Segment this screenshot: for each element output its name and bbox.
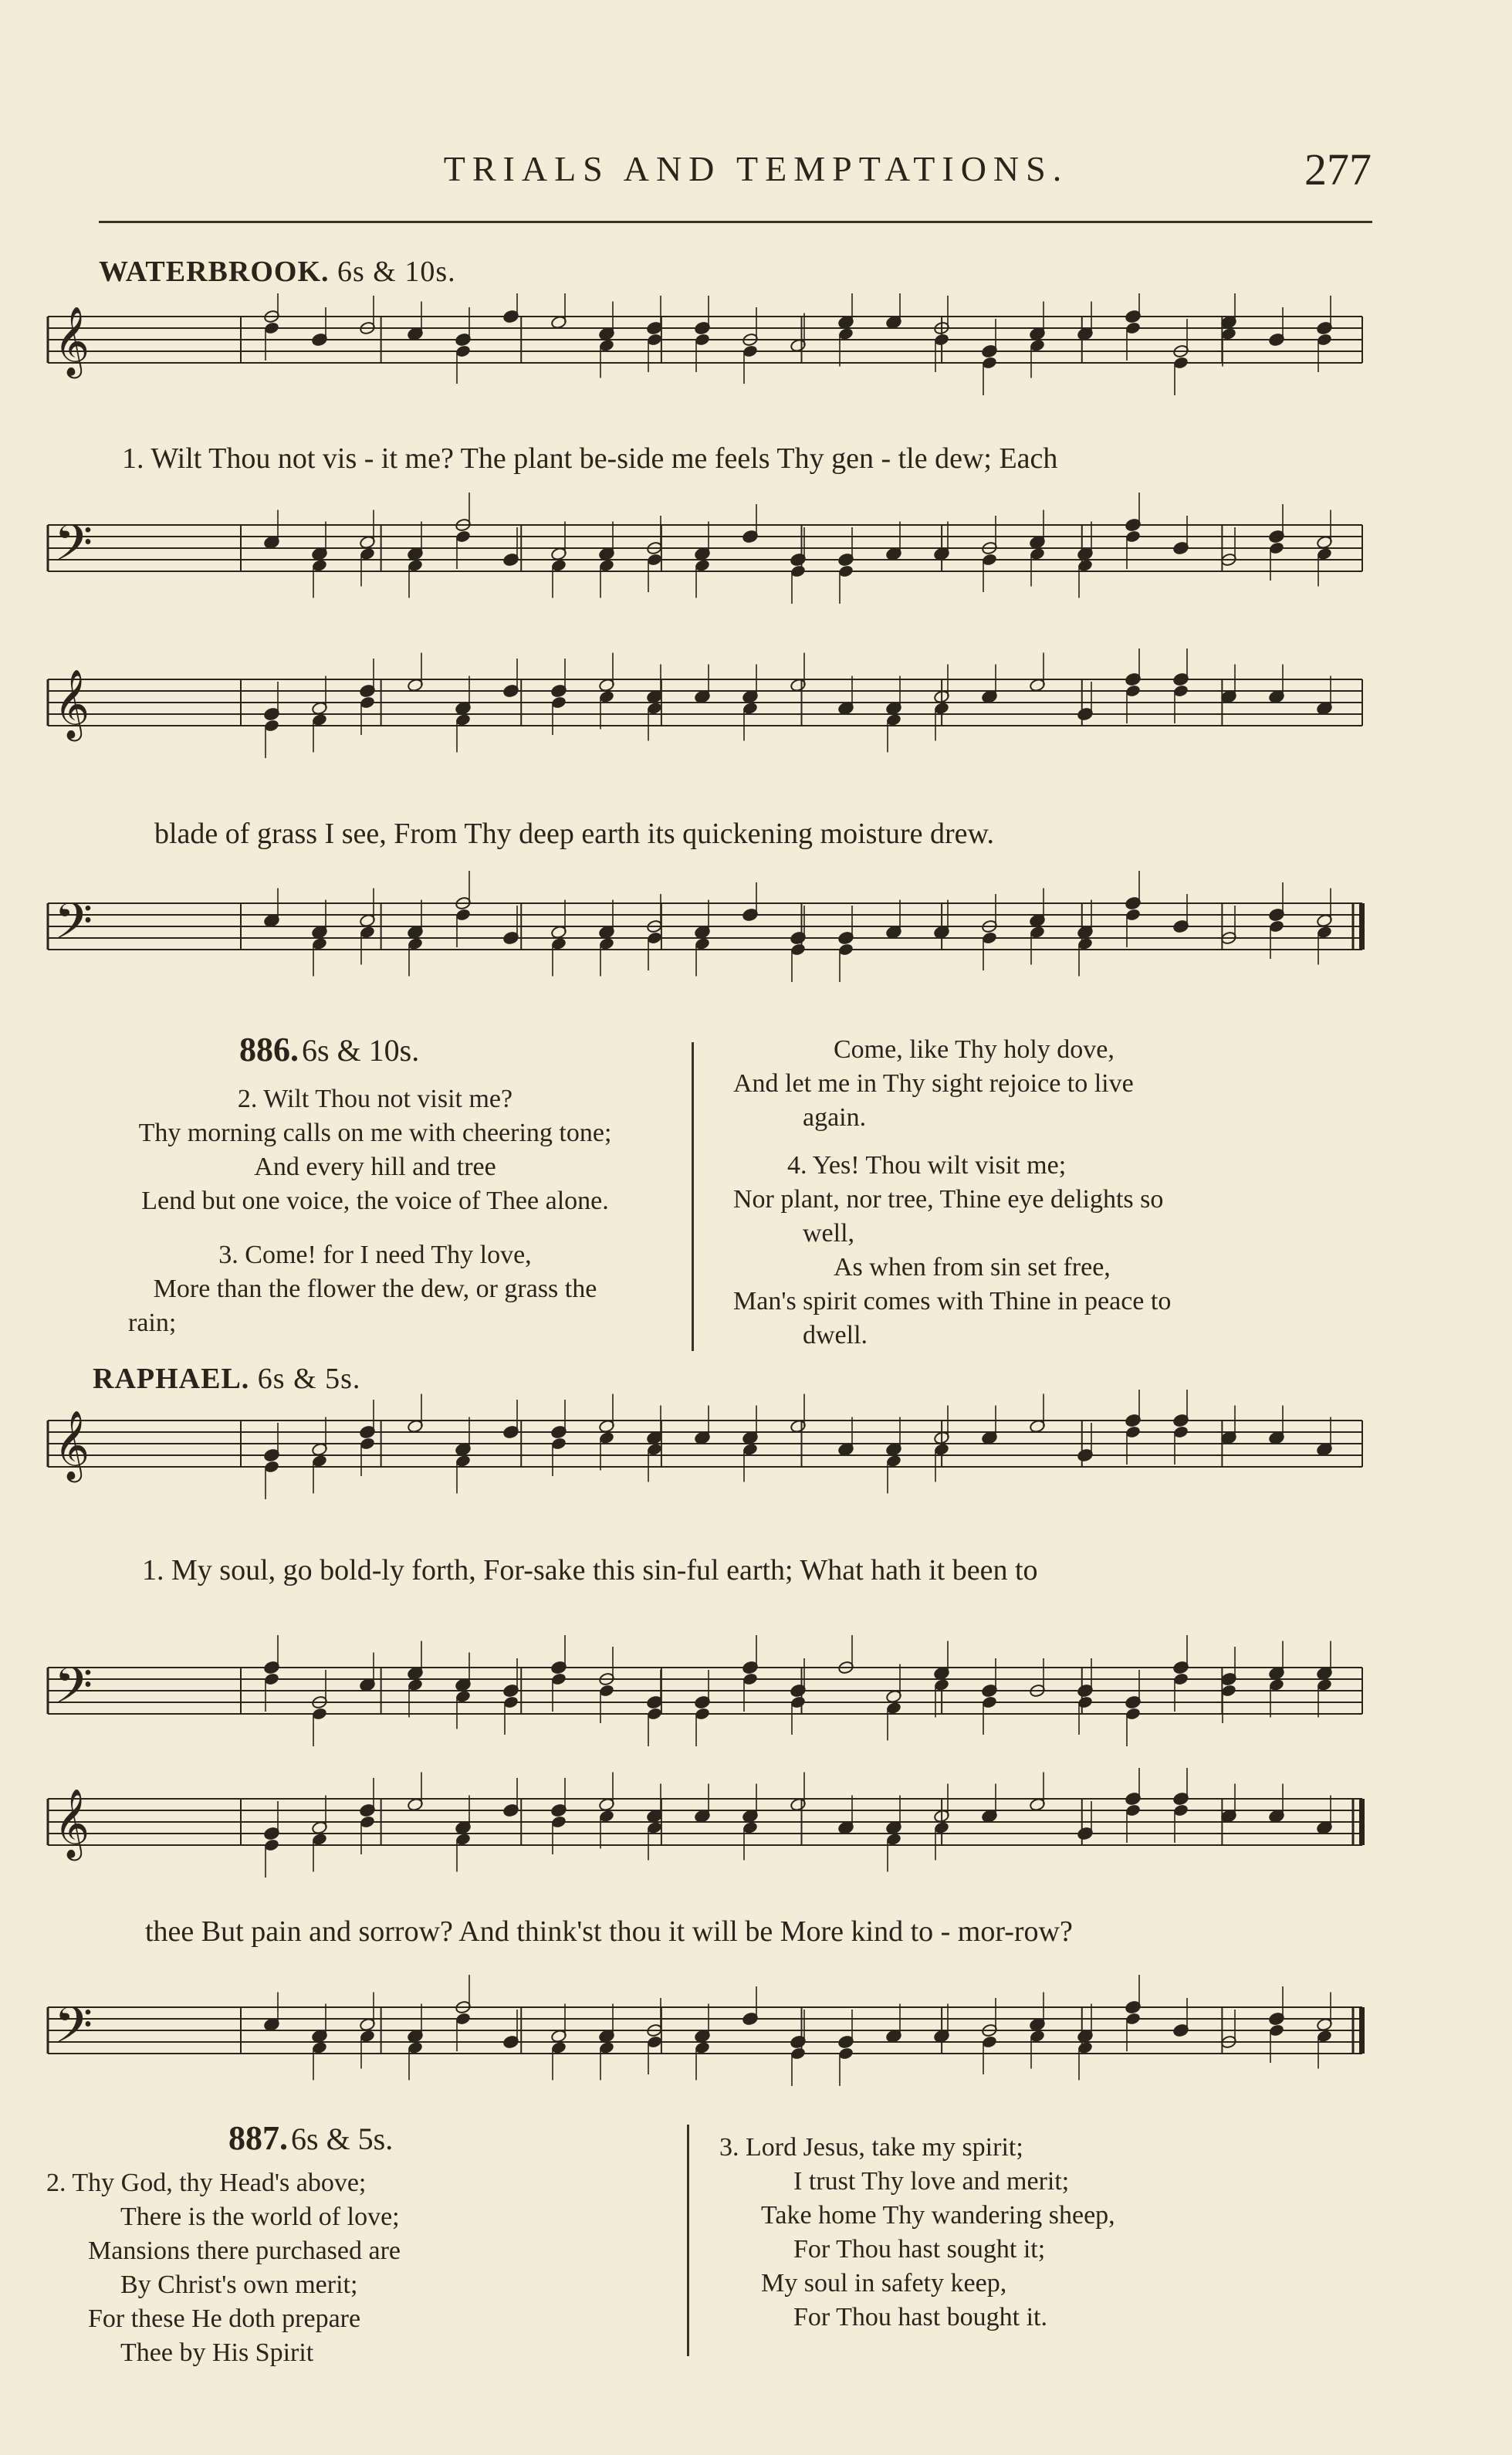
lyric-line: blade of grass I see, From Thy deep earth its quickening moisture drew. xyxy=(154,818,994,850)
hymn-887-right-column xyxy=(719,2131,1383,2335)
column-rule xyxy=(692,1042,694,1351)
header-rule xyxy=(99,221,1372,223)
verse-line: There is the world of love; xyxy=(120,2203,400,2231)
verse-line: 4. Yes! Thou wilt visit me; xyxy=(787,1151,1067,1180)
hymn-887-left-column xyxy=(46,2166,679,2370)
music-staff-bass xyxy=(0,857,1512,1011)
verse-line: Mansions there purchased are xyxy=(88,2237,401,2265)
verse-line: For Thou hast bought it. xyxy=(793,2303,1047,2331)
hymn-heading xyxy=(228,2118,393,2158)
svg-text:𝄞: 𝄞 xyxy=(54,669,90,739)
lyric-line: 1. Wilt Thou not vis - it me? The plant be-side me feels Thy gen - tle dew; Each xyxy=(122,442,1058,475)
verse-line: Come, like Thy holy dove, xyxy=(834,1035,1115,1064)
music-staff-treble xyxy=(0,648,1512,803)
column-rule xyxy=(687,2125,689,2356)
hymn-number: 886. xyxy=(239,1031,299,1068)
tune-meter: 6s & 5s. xyxy=(257,1363,361,1395)
verse-line: 2. Wilt Thou not visit me? xyxy=(237,1085,513,1113)
verse-line: 2. Thy God, thy Head's above; xyxy=(46,2169,367,2197)
lyric-line: thee But pain and sorrow? And think'st thou it will be More kind to - mor-row? xyxy=(145,1915,1073,1948)
verse-line: 3. Lord Jesus, take my spirit; xyxy=(719,2133,1023,2162)
verse-line: For these He doth prepare xyxy=(88,2304,361,2333)
verse-line: Lend but one voice, the voice of Thee alone. xyxy=(141,1187,609,1215)
music-staff-treble xyxy=(0,293,1512,448)
svg-text:𝄢: 𝄢 xyxy=(54,893,93,963)
music-staff-bass xyxy=(0,479,1512,633)
verse-line: Nor plant, nor tree, Thine eye delights so xyxy=(733,1185,1164,1214)
verse-line: Take home Thy wandering sheep, xyxy=(761,2201,1115,2230)
verse-line: Thy morning calls on me with cheering tone; xyxy=(138,1119,612,1147)
hymn-meter: 6s & 10s. xyxy=(302,1033,420,1068)
svg-text:𝄢: 𝄢 xyxy=(54,1997,93,2067)
verse-line: By Christ's own merit; xyxy=(120,2270,358,2299)
hymn-heading xyxy=(239,1030,419,1069)
verse-line: And let me in Thy sight rejoice to live xyxy=(733,1069,1134,1098)
verse-line: Man's spirit comes with Thine in peace to xyxy=(733,1287,1172,1316)
tune-title-waterbrook xyxy=(99,255,456,289)
music-staff-bass xyxy=(0,1961,1512,2115)
verse-line: For Thou hast sought it; xyxy=(793,2235,1046,2264)
music-staff-treble xyxy=(0,1390,1512,1544)
hymn-886-left-column xyxy=(59,1082,692,1340)
page-number: 277 xyxy=(1304,144,1372,195)
verse-gap xyxy=(59,1218,692,1238)
svg-text:𝄞: 𝄞 xyxy=(54,1410,90,1480)
tune-meter: 6s & 10s. xyxy=(337,256,456,288)
hymn-number: 887. xyxy=(228,2119,288,2157)
svg-text:𝄞: 𝄞 xyxy=(54,306,90,376)
lyric-line: 1. My soul, go bold-ly forth, For-sake this sin-ful earth; What hath it been to xyxy=(142,1554,1038,1586)
verse-line: 3. Come! for I need Thy love, xyxy=(218,1241,532,1269)
verse-line: More than the flower the dew, or grass the xyxy=(153,1275,597,1303)
verse-line: As when from sin set free, xyxy=(834,1253,1111,1282)
svg-text:𝄞: 𝄞 xyxy=(54,1789,90,1858)
verse-line: rain; xyxy=(128,1309,177,1337)
tune-name: RAPHAEL. xyxy=(93,1363,250,1395)
verse-line: And every hill and tree xyxy=(254,1153,496,1181)
verse-line: Thee by His Spirit xyxy=(120,2338,314,2367)
music-staff-treble xyxy=(0,1768,1512,1922)
hymn-886-right-column xyxy=(733,1033,1374,1353)
svg-text:𝄢: 𝄢 xyxy=(54,515,93,584)
verse-line: My soul in safety keep, xyxy=(761,2269,1007,2298)
verse-line: I trust Thy love and merit; xyxy=(793,2167,1070,2196)
music-staff-bass xyxy=(0,1606,1512,1760)
tune-name: WATERBROOK. xyxy=(99,256,330,288)
svg-text:𝄢: 𝄢 xyxy=(54,1658,93,1727)
verse-line: again. xyxy=(803,1103,867,1132)
verse-line: well, xyxy=(803,1219,855,1248)
hymn-meter: 6s & 5s. xyxy=(291,2121,394,2156)
verse-line: dwell. xyxy=(803,1321,868,1349)
running-head: TRIALS AND TEMPTATIONS. xyxy=(443,149,1069,188)
